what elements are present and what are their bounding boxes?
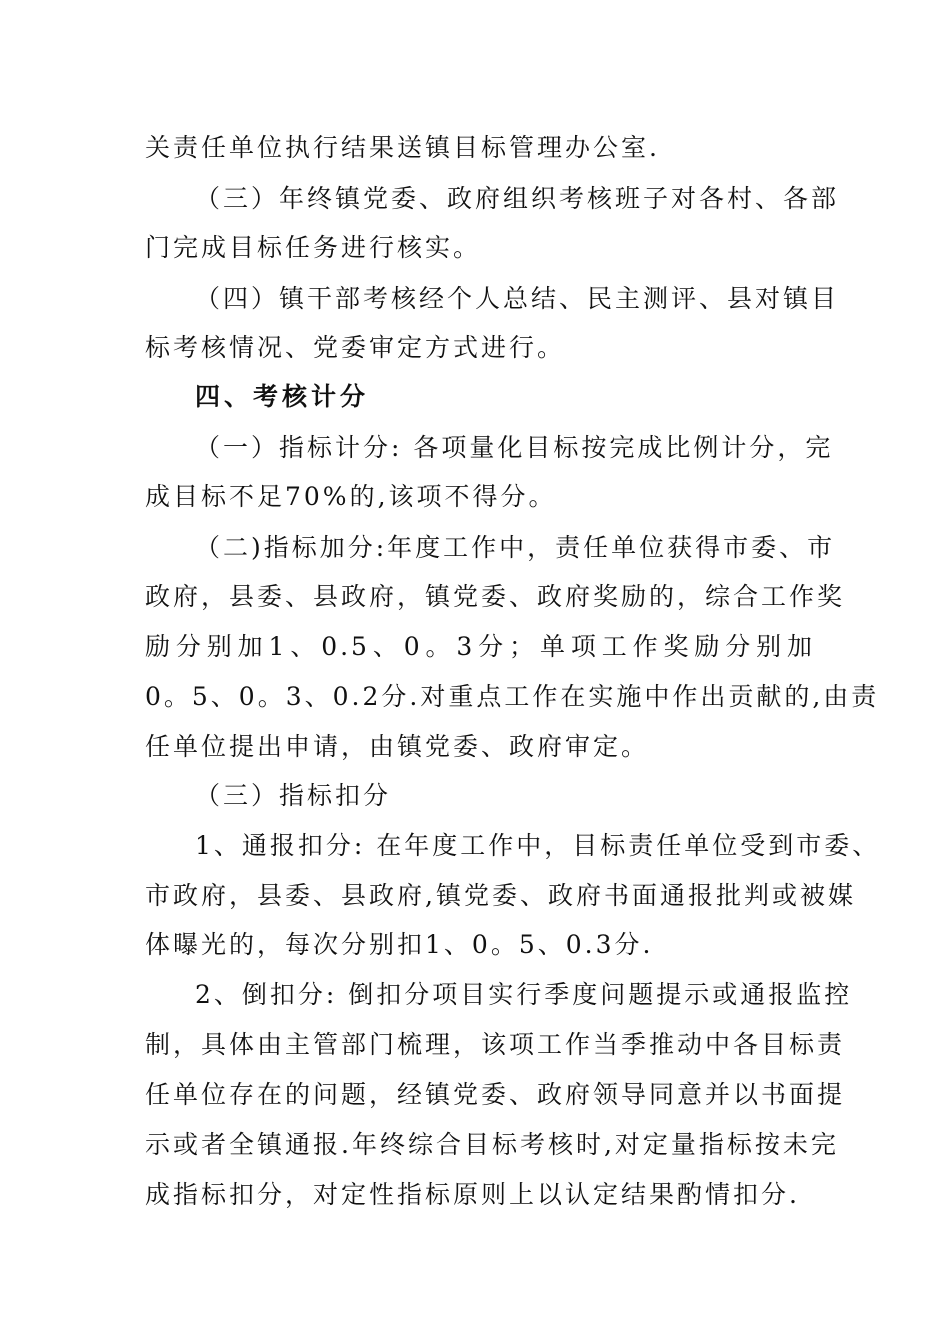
paragraph-line-9: （二)指标加分:年度工作中，责任单位获得市委、市 xyxy=(195,533,836,562)
paragraph-line-15: 1、通报扣分: 在年度工作中，目标责任单位受到市委、 xyxy=(195,831,881,860)
paragraph-line-19: 制，具体由主管部门梳理，该项工作当季推动中各目标责 xyxy=(145,1030,846,1059)
paragraph-line-20: 任单位存在的问题，经镇党委、政府领导同意并以书面提 xyxy=(145,1080,846,1109)
paragraph-line-18: 2、倒扣分: 倒扣分项目实行季度问题提示或通报监控 xyxy=(195,980,853,1009)
paragraph-line-22: 成指标扣分，对定性指标原则上以认定结果酌情扣分. xyxy=(145,1180,800,1209)
paragraph-line-11: 励分别加1、0.5、0。3分；单项工作奖励分别加 xyxy=(145,632,815,661)
paragraph-line-10: 政府，县委、县政府，镇党委、政府奖励的，综合工作奖 xyxy=(145,582,846,611)
paragraph-line-16: 市政府，县委、县政府,镇党委、政府书面通报批判或被媒 xyxy=(145,881,856,910)
paragraph-line-14: （三）指标扣分 xyxy=(195,781,392,810)
paragraph-line-3: 门完成目标任务进行核实。 xyxy=(145,233,482,262)
paragraph-line-4: （四）镇干部考核经个人总结、民主测评、县对镇目 xyxy=(195,284,840,313)
paragraph-line-1: 关责任单位执行结果送镇目标管理办公室. xyxy=(145,133,660,162)
paragraph-line-7: （一）指标计分: 各项量化目标按完成比例计分，完 xyxy=(195,433,834,462)
paragraph-line-17: 体曝光的，每次分别扣1、0。5、0.3分. xyxy=(145,930,654,959)
paragraph-line-2: （三）年终镇党委、政府组织考核班子对各村、各部 xyxy=(195,184,840,213)
paragraph-line-5: 标考核情况、党委审定方式进行。 xyxy=(145,333,566,362)
paragraph-line-8: 成目标不足70%的,该项不得分。 xyxy=(145,482,557,511)
paragraph-line-13: 任单位提出申请，由镇党委、政府审定。 xyxy=(145,732,650,761)
section-heading: 四、考核计分 xyxy=(195,382,370,411)
paragraph-line-12: 0。5、0。3、0.2分.对重点工作在实施中作出贡献的,由责 xyxy=(145,682,880,711)
paragraph-line-21: 示或者全镇通报.年终综合目标考核时,对定量指标按未完 xyxy=(145,1130,839,1159)
